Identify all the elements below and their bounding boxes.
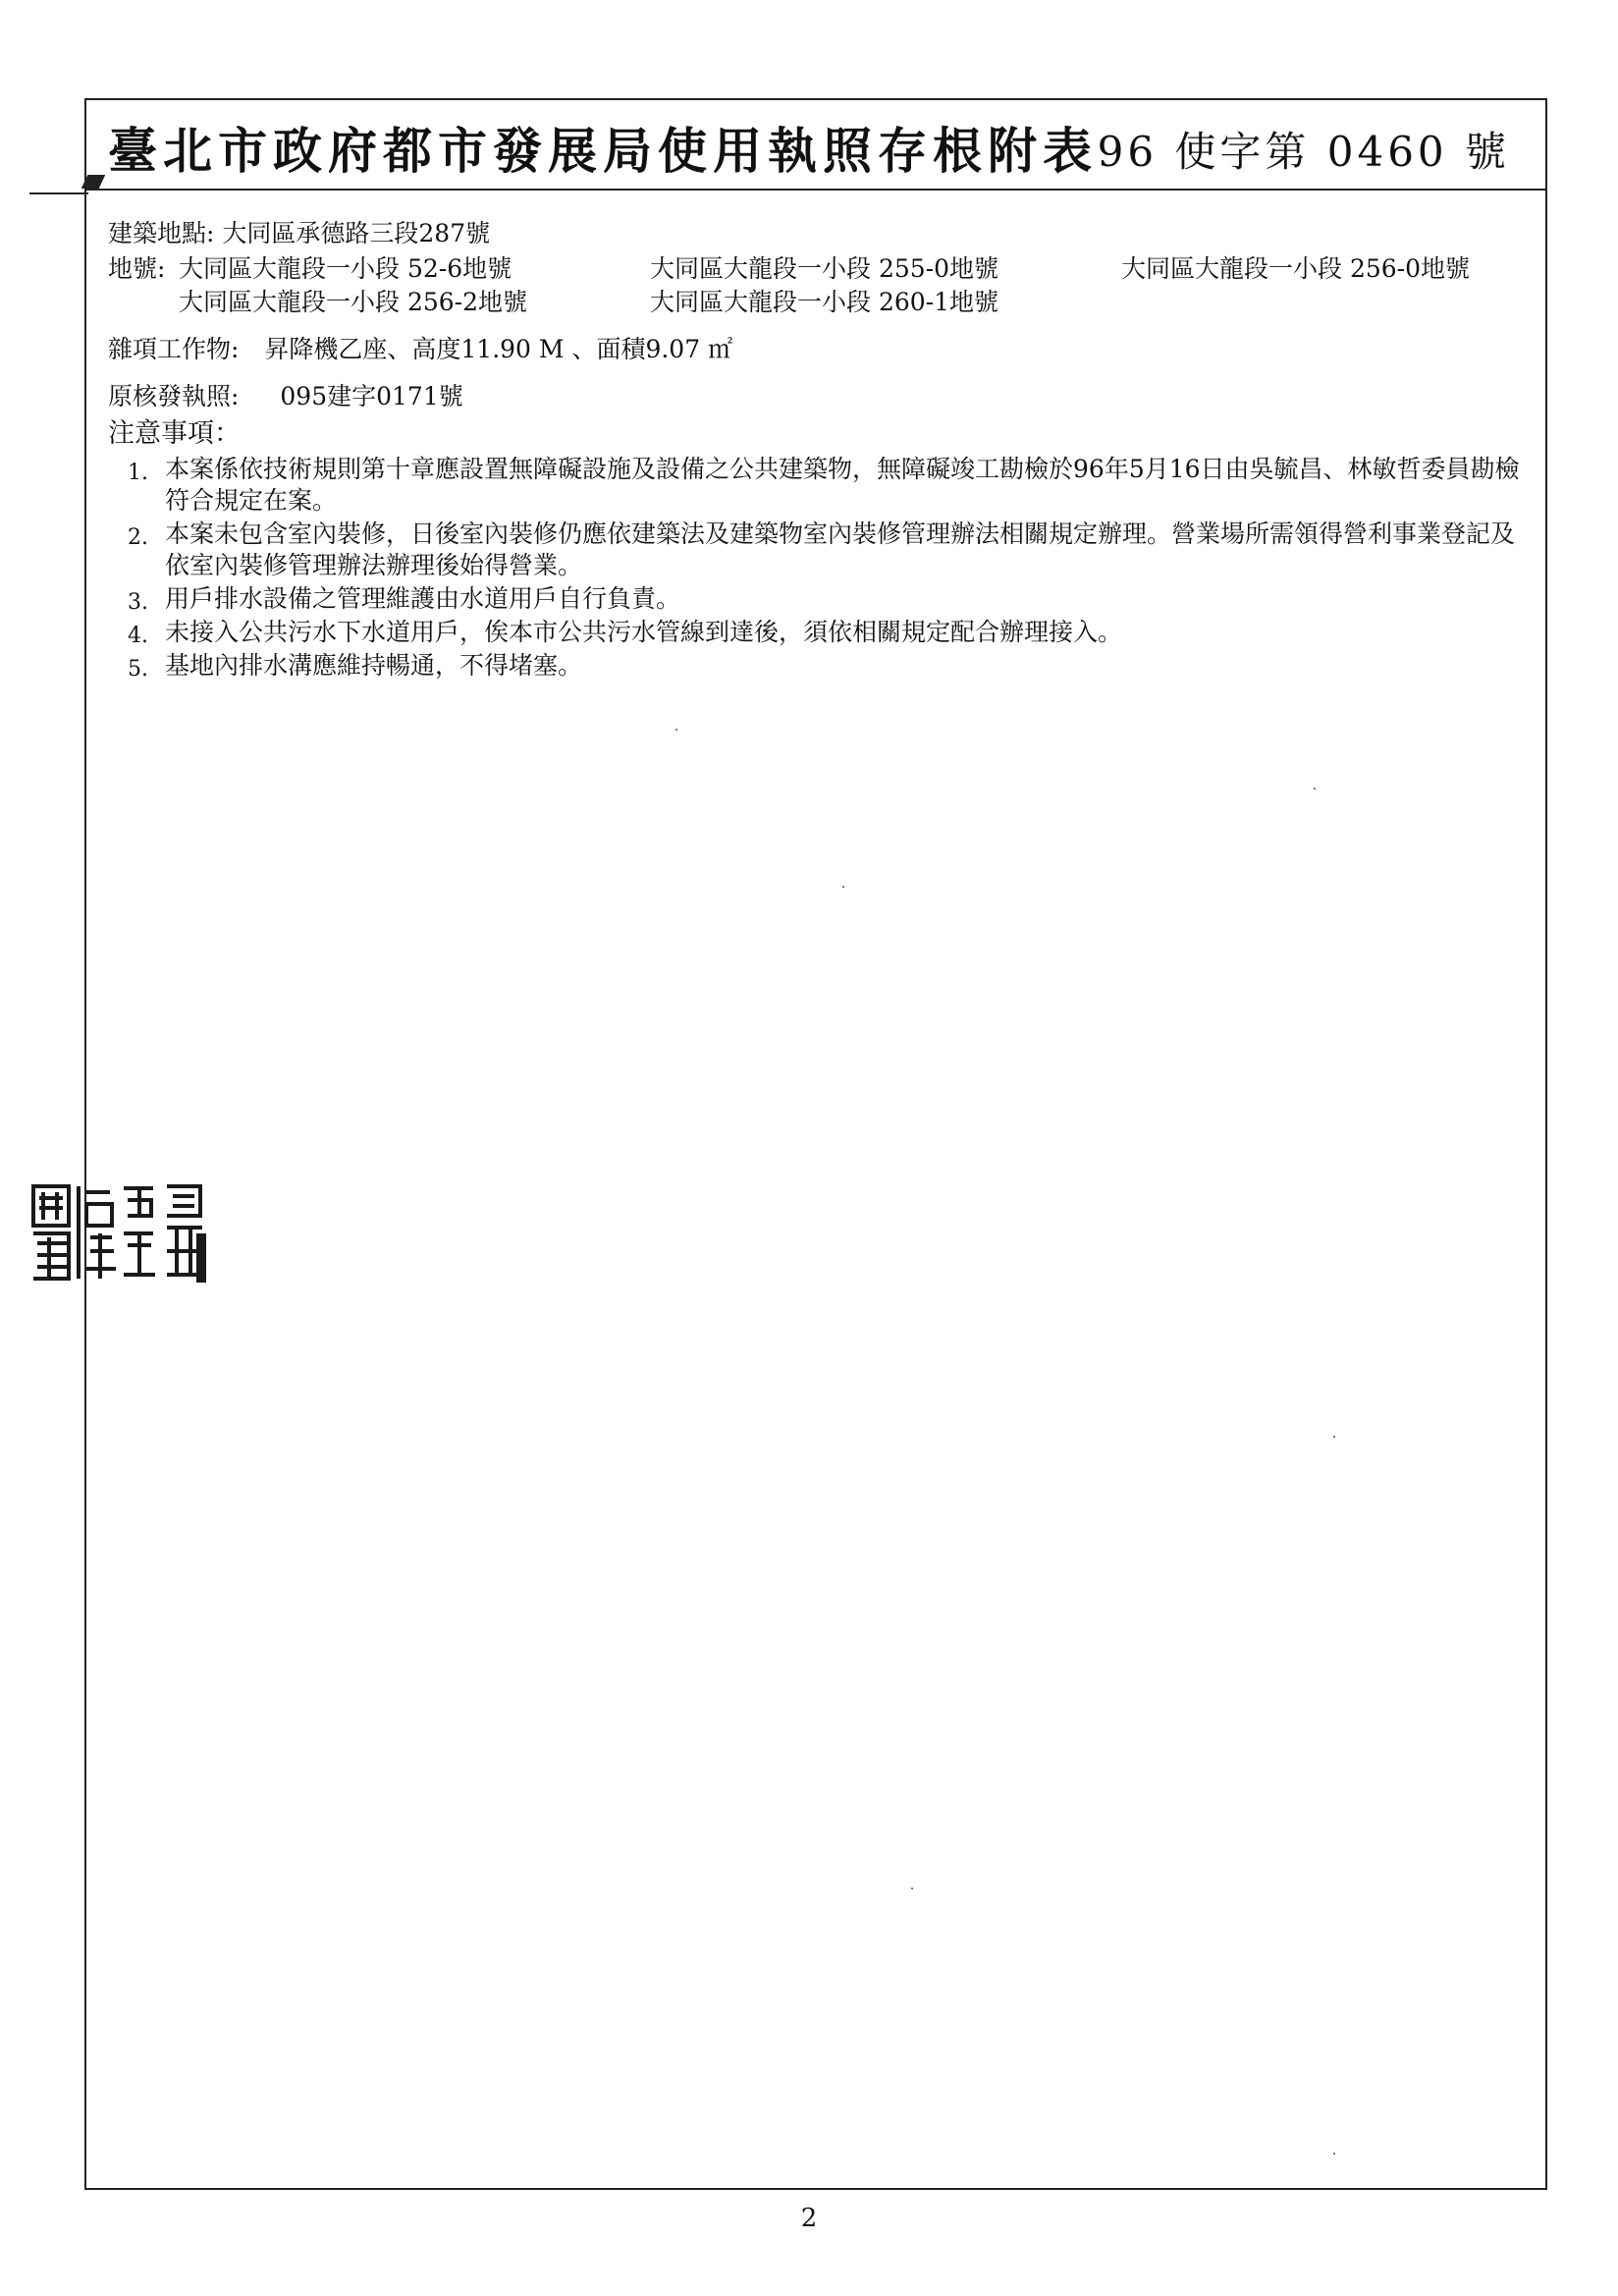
scan-speckle: [842, 886, 844, 888]
note-item: [108, 454, 1522, 517]
original-permit-row: [108, 381, 463, 412]
notes-list: [108, 454, 1522, 683]
scan-mark-line: [29, 192, 88, 194]
scan-speckle: [675, 729, 677, 731]
note-item: [108, 519, 1522, 581]
official-seal-stamp-icon: [29, 1178, 206, 1286]
original-permit-value: 095建字0171號: [280, 382, 463, 410]
note-text: 本案未包含室內裝修，日後室內裝修仍應依建築法及建築物室內裝修管理辦法相關規定辦理。營業場所需領得營利事業登記及依室內裝修管理辦法辦理後始得營業。: [165, 519, 1516, 579]
lot-number-item: 大同區大龍段一小段 260-1地號: [650, 288, 999, 316]
note-item: [108, 650, 1522, 682]
note-item: [108, 617, 1522, 648]
scan-speckle: [1333, 2153, 1335, 2155]
note-item: [108, 583, 1522, 615]
document-title: 臺北市政府都市發展局使用執照存根附表: [108, 122, 1098, 180]
misc-works-row: [108, 334, 732, 365]
lot-number-item: 大同區大龍段一小段 256-0地號: [1121, 254, 1471, 283]
note-number: 2.: [128, 525, 148, 550]
page-number: 2: [800, 2204, 818, 2233]
note-text: 用戶排水設備之管理維護由水道用戶自行負責。: [165, 584, 681, 613]
misc-works-label: 雜項工作物:: [108, 335, 240, 363]
site-location-label: 建築地點:: [108, 219, 215, 247]
lot-numbers-label: 地號:: [108, 254, 166, 283]
scan-speckle: [1314, 788, 1316, 790]
seal-graphic: [29, 1178, 206, 1286]
permit-number: 96 使字第 0460 號: [1097, 128, 1510, 176]
site-location-row: [108, 218, 490, 249]
note-number: 3.: [128, 590, 148, 615]
lot-numbers-row: [108, 253, 1522, 322]
note-number: 1.: [128, 461, 148, 485]
document-frame: [84, 98, 1547, 2190]
notes-heading: 注意事項：: [108, 418, 241, 449]
scan-speckle: [911, 1887, 913, 1889]
note-text: 本案係依技術規則第十章應設置無障礙設施及設備之公共建築物，無障礙竣工勘檢於96年5月16日由吳毓昌、林敏哲委員勘檢符合規定在案。: [165, 455, 1520, 515]
lot-number-item: 大同區大龍段一小段 52-6地號: [179, 254, 512, 283]
original-permit-label: 原核發執照:: [108, 382, 240, 410]
lot-number-item: 大同區大龍段一小段 255-0地號: [650, 254, 999, 283]
lot-number-item: 大同區大龍段一小段 256-2地號: [179, 288, 528, 316]
note-text: 未接入公共污水下水道用戶，俟本市公共污水管線到達後，須依相關規定配合辦理接入。: [165, 618, 1123, 646]
note-text: 基地內排水溝應維持暢通，不得堵塞。: [165, 651, 583, 680]
scan-speckle: [1333, 1436, 1335, 1438]
site-location-value: 大同區承德路三段287號: [222, 219, 491, 247]
misc-works-value: 昇降機乙座、高度11.90 M 、面積9.07 ㎡: [264, 335, 733, 363]
note-number: 4.: [128, 624, 148, 648]
document-header: [86, 100, 1545, 191]
note-number: 5.: [128, 657, 148, 682]
